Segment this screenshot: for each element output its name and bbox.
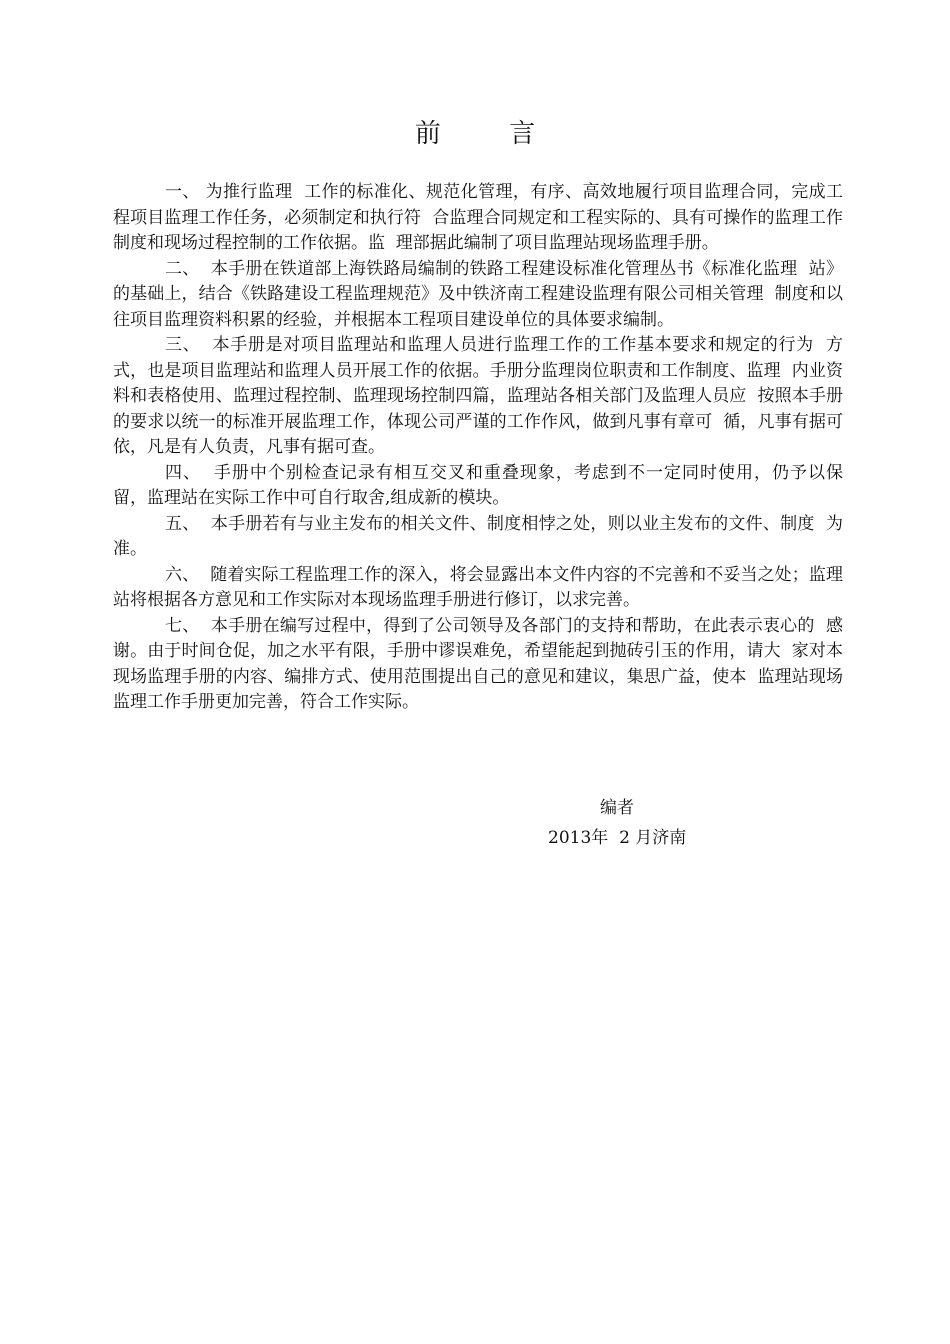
paragraph-7: 七、 本手册在编写过程中，得到了公司领导及各部门的支持和帮助，在此表示衷心的 感谢。由于时间仓促，加之水平有限，手册中谬误难免，希望能起到抛砖引玉的作用，请大 家对本现场监理手册的内容、编排方式、使用范围提出自己的意见和建议，集思广益，使本 监理站现场监理工作手册更加完善，符合工作实际。 <box>113 615 843 712</box>
paragraph-1: 一、 为推行监理 工作的标准化、规范化管理，有序、高效地履行项目监理合同，完成工程项目监理工作任务，必须制定和执行符 合监理合同规定和工程实际的、具有可操作的监理工作制度和现场过程控制的工作依据。监 理部据此编制了项目监理站现场监理手册。 <box>113 182 843 253</box>
page-title: 前 言 <box>414 119 566 149</box>
preface-body <box>113 180 854 716</box>
paragraph-5: 五、 本手册若有与业主发布的相关文件、制度相悖之处，则以业主发布的文件、制度 为准。 <box>113 513 843 559</box>
paragraph-6: 六、 随着实际工程监理工作的深入，将会显露出本文件内容的不完善和不妥当之处；监理站将根据各方意见和工作实际对本现场监理手册进行修订，以求完善。 <box>113 564 843 610</box>
signature-author: 编者 <box>600 798 634 818</box>
paragraph-4: 四、 手册中个别检查记录有相互交叉和重叠现象，考虑到不一定同时使用，仍予以保 留，监理站在实际工作中可自行取舍,组成新的模块。 <box>113 462 854 508</box>
paragraph-3: 三、 本手册是对项目监理站和监理人员进行监理工作的工作基本要求和规定的行为 方式，也是项目监理站和监理人员开展工作的依据。手册分监理岗位职责和工作制度、监理 内业资料和表格使用、监理过程控制、监理现场控制四篇，监理站各相关部门及监理人员应 按照本手册的要求以统一的标准开展监理工作，体现公司严谨的工作作风，做到凡事有章可 循，凡事有据可依，凡是有人负责，凡事有据可查。 <box>113 335 843 457</box>
signature-date: 2013年 2 月济南 <box>548 828 687 848</box>
paragraph-2: 二、 本手册在铁道部上海铁路局编制的铁路工程建设标准化管理丛书《标准化监理 站》的基础上，结合《铁路建设工程监理规范》及中铁济南工程建设监理有限公司相关管理 制度和以往项目监理资料积累的经验，并根据本工程项目建设单位的具体要求编制。 <box>113 258 843 330</box>
